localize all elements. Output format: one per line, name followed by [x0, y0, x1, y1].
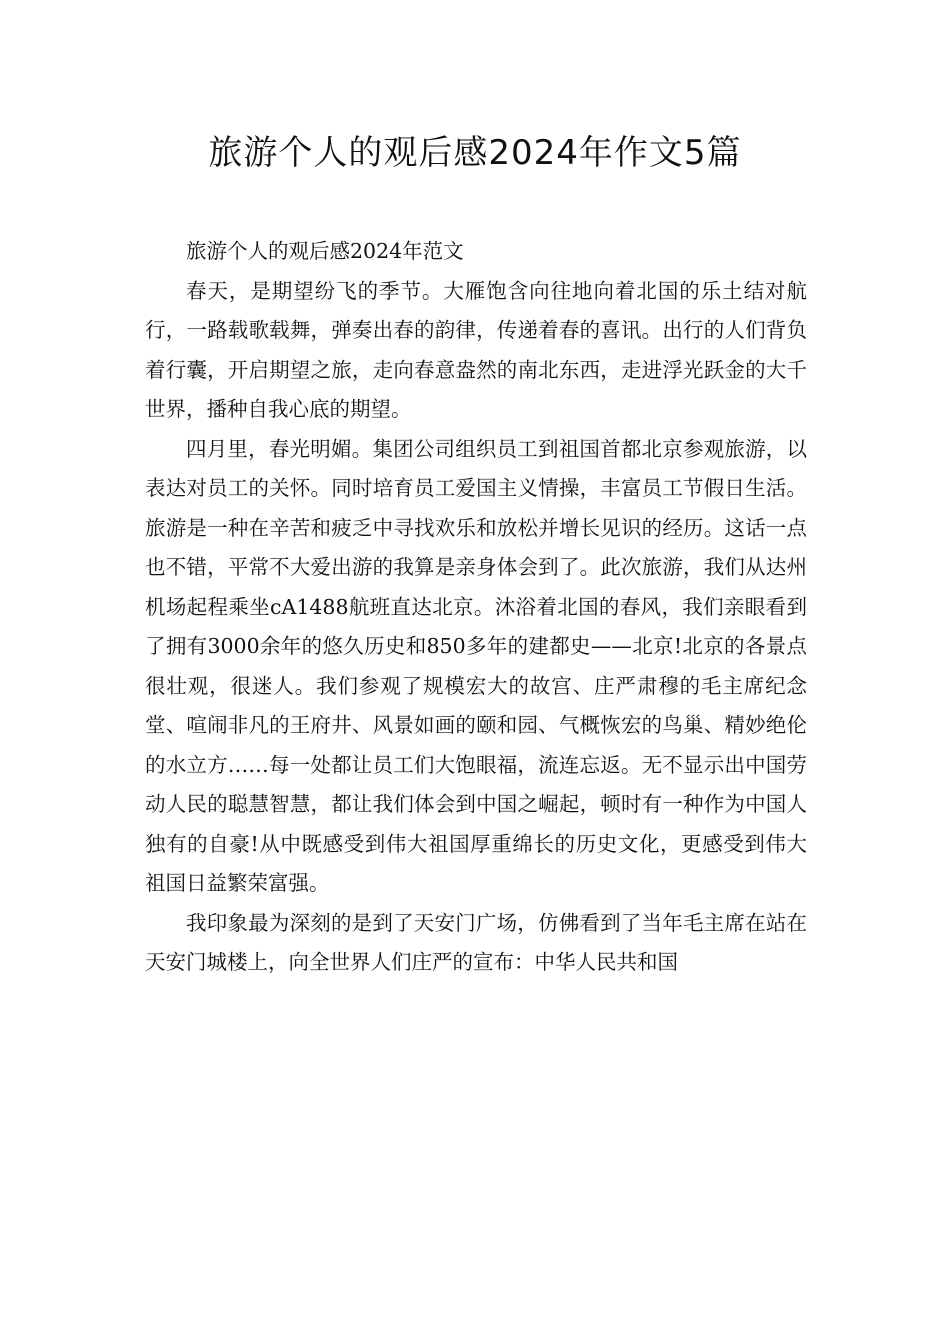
- paragraph: 春天，是期望纷飞的季节。大雁饱含向往地向着北国的乐土结对航行，一路载歌载舞，弹奏出春的韵律，传递着春的喜讯。出行的人们背负着行囊，开启期望之旅，走向春意盎然的南北东西，走进浮光跃金的大千世界，播种自我心底的期望。: [145, 278, 807, 421]
- paragraph: 四月里，春光明媚。集团公司组织员工到祖国首都北京参观旅游，以表达对员工的关怀。同时培育员工爱国主义情操，丰富员工节假日生活。旅游是一种在辛苦和疲乏中寻找欢乐和放松并增长见识的经历。这话一点也不错，平常不大爱出游的我算是亲身体会到了。此次旅游，我们从达州机场起程乘坐cA1488航班直达北京。沐浴着北国的春风，我们亲眼看到了拥有3000余年的悠久历史和850多年的建都史——北京!北京的各景点很壮观，很迷人。我们参观了规模宏大的故宫、庄严肃穆的毛主席纪念堂、喧闹非凡的王府井、风景如画的颐和园、气概恢宏的鸟巢、精妙绝伦的水立方……每一处都让员工们大饱眼福，流连忘返。无不显示出中国劳动人民的聪慧智慧，都让我们体会到中国之崛起，顿时有一种作为中国人独有的自豪!从中既感受到伟大祖国厚重绵长的历史文化，更感受到伟大祖国日益繁荣富强。: [145, 436, 807, 895]
- document-subtitle: 旅游个人的观后感2024年范文: [186, 239, 464, 263]
- paragraph: 我印象最为深刻的是到了天安门广场，仿佛看到了当年毛主席在站在天安门城楼上，向全世界人们庄严的宣布：中华人民共和国: [145, 910, 807, 974]
- document-title: 旅游个人的观后感2024年作文5篇: [208, 133, 742, 173]
- document-body: [145, 232, 807, 983]
